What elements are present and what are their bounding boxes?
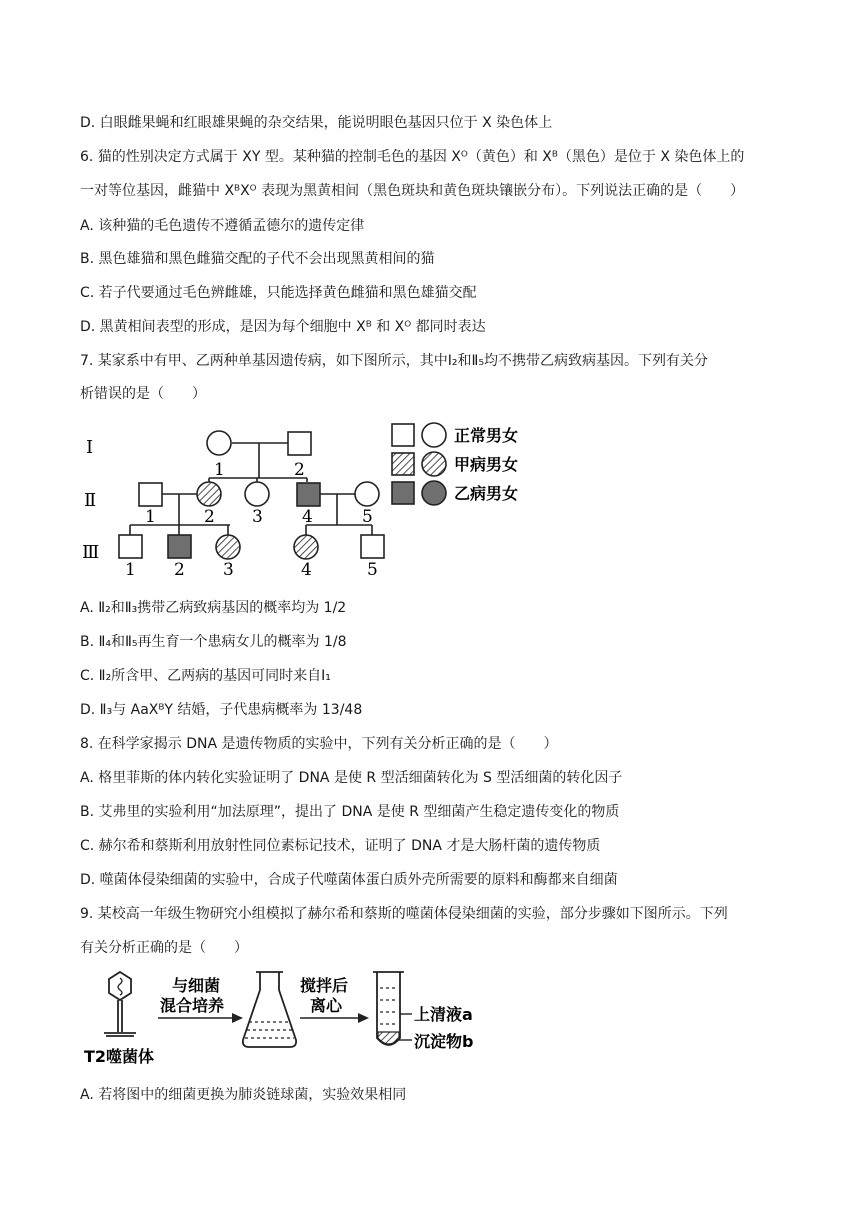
pedigree-III1-male-normal — [119, 535, 142, 558]
pedigree-num: 4 — [301, 560, 312, 580]
generation-label-2: Ⅱ — [84, 490, 97, 511]
pedigree-III5-male-normal — [361, 535, 384, 558]
generation-label-1: Ⅰ — [86, 437, 94, 458]
q8-stem: 8. 在科学家揭示 DNA 是遗传物质的实验中，下列有关分析正确的是（ ） — [80, 736, 558, 752]
supernatant-label: 上清液a — [414, 1005, 473, 1024]
pedigree-num: 2 — [174, 560, 185, 580]
pedigree-I1-female-normal — [207, 431, 231, 455]
pedigree-III4-female-jia — [294, 535, 318, 559]
q7-option-d: D. Ⅱ₃与 AaXᴮY 结婚，子代患病概率为 13/48 — [80, 702, 363, 718]
legend-yi-male-icon — [392, 482, 414, 504]
pedigree-II2-female-jia — [197, 482, 221, 506]
pedigree-III2-male-yi — [168, 535, 191, 558]
q6-option-c: C. 若子代要通过毛色辨雌雄，只能选择黄色雌猫和黑色雄猫交配 — [80, 285, 477, 301]
pedigree-II3-female-normal — [245, 482, 269, 506]
q6-stem-line2: 一对等位基因，雌猫中 XᴮXᴼ 表现为黑黄相间（黑色斑块和黄色斑块镶嵌分布）。下列说法正确的是（ ） — [80, 183, 745, 199]
legend-normal-label: 正常男女 — [454, 426, 519, 445]
pedigree-II1-male-normal — [139, 483, 162, 506]
q7-stem-line2: 析错误的是（ ） — [80, 386, 206, 402]
legend-jia-male-icon — [392, 453, 414, 475]
legend-yi-label: 乙病男女 — [454, 484, 519, 503]
legend-jia-label: 甲病男女 — [454, 455, 519, 474]
pedigree-num: 3 — [223, 560, 234, 580]
sediment-label: 沉淀物b — [414, 1032, 474, 1051]
t2-phage-icon — [104, 972, 136, 1036]
pedigree-num: 4 — [302, 507, 313, 527]
q7-option-a: A. Ⅱ₂和Ⅱ₃携带乙病致病基因的概率均为 1/2 — [80, 600, 347, 616]
q7-stem-line1: 7. 某家系中有甲、乙两种单基因遗传病，如下图所示，其中Ⅰ₂和Ⅱ₅均不携带乙病致病基因。下列有关分 — [80, 353, 709, 369]
pedigree-num: 2 — [294, 460, 305, 480]
legend-normal-female-icon — [422, 423, 446, 447]
pedigree-num: 3 — [252, 507, 263, 527]
pedigree-num: 1 — [145, 507, 156, 527]
pedigree-num: 5 — [362, 507, 373, 527]
legend-jia-female-icon — [422, 452, 446, 476]
q6-option-d: D. 黑黄相间表型的形成，是因为每个细胞中 Xᴮ 和 Xᴼ 都同时表达 — [80, 319, 486, 335]
q6-stem-line1: 6. 猫的性别决定方式属于 XY 型。某种猫的控制毛色的基因 Xᴼ（黄色）和 Xᴮ（黑色）是位于 X 染色体上的 — [80, 149, 745, 165]
pedigree-II4-male-yi — [297, 483, 320, 506]
step2-label-line2: 离心 — [310, 996, 343, 1015]
q8-option-d: D. 噬菌体侵染细菌的实验中，合成子代噬菌体蛋白质外壳所需要的原料和酶都来自细菌 — [80, 872, 618, 888]
q7-option-b: B. Ⅱ₄和Ⅱ₅再生育一个患病女儿的概率为 1/8 — [80, 634, 347, 650]
legend-normal-male-icon — [392, 424, 414, 446]
pedigree-num: 5 — [367, 560, 378, 580]
q5-option-d: D. 白眼雌果蝇和红眼雄果蝇的杂交结果，能说明眼色基因只位于 X 染色体上 — [80, 115, 553, 131]
generation-label-3: Ⅲ — [82, 542, 100, 563]
phage-label: T2噬菌体 — [84, 1047, 155, 1066]
pedigree-III3-female-jia — [216, 535, 240, 559]
q8-option-c: C. 赫尔希和蔡斯利用放射性同位素标记技术，证明了 DNA 才是大肠杆菌的遗传物质 — [80, 838, 601, 854]
step2-label-line1: 搅拌后 — [300, 976, 349, 995]
pedigree-num: 2 — [204, 507, 215, 527]
step1-label-line2: 混合培养 — [160, 996, 225, 1015]
q7-option-c: C. Ⅱ₂所含甲、乙两病的基因可同时来自Ⅰ₁ — [80, 668, 331, 684]
pedigree-I2-male-normal — [288, 432, 311, 455]
legend-yi-female-icon — [422, 481, 446, 505]
q9-stem-line2: 有关分析正确的是（ ） — [80, 940, 248, 956]
flask-icon — [243, 972, 296, 1047]
q8-option-a: A. 格里菲斯的体内转化实验证明了 DNA 是使 R 型活细菌转化为 S 型活细菌的转化因子 — [80, 770, 623, 786]
pedigree-num: 1 — [214, 460, 225, 480]
pedigree-num: 1 — [125, 560, 136, 580]
q9-stem-line1: 9. 某校高一年级生物研究小组模拟了赫尔希和蔡斯的噬菌体侵染细菌的实验，部分步骤如下图所示。下列 — [80, 906, 728, 922]
q6-option-b: B. 黑色雄猫和黑色雌猫交配的子代不会出现黑黄相间的猫 — [80, 251, 435, 267]
pedigree-II5-female-normal — [355, 482, 379, 506]
q6-option-a: A. 该种猫的毛色遗传不遵循孟德尔的遗传定律 — [80, 218, 365, 234]
q9-option-a: A. 若将图中的细菌更换为肺炎链球菌，实验效果相同 — [80, 1087, 407, 1103]
q8-option-b: B. 艾弗里的实验利用“加法原理”，提出了 DNA 是使 R 型细菌产生稳定遗传变化的物质 — [80, 804, 620, 820]
step1-label-line1: 与细菌 — [172, 976, 221, 995]
